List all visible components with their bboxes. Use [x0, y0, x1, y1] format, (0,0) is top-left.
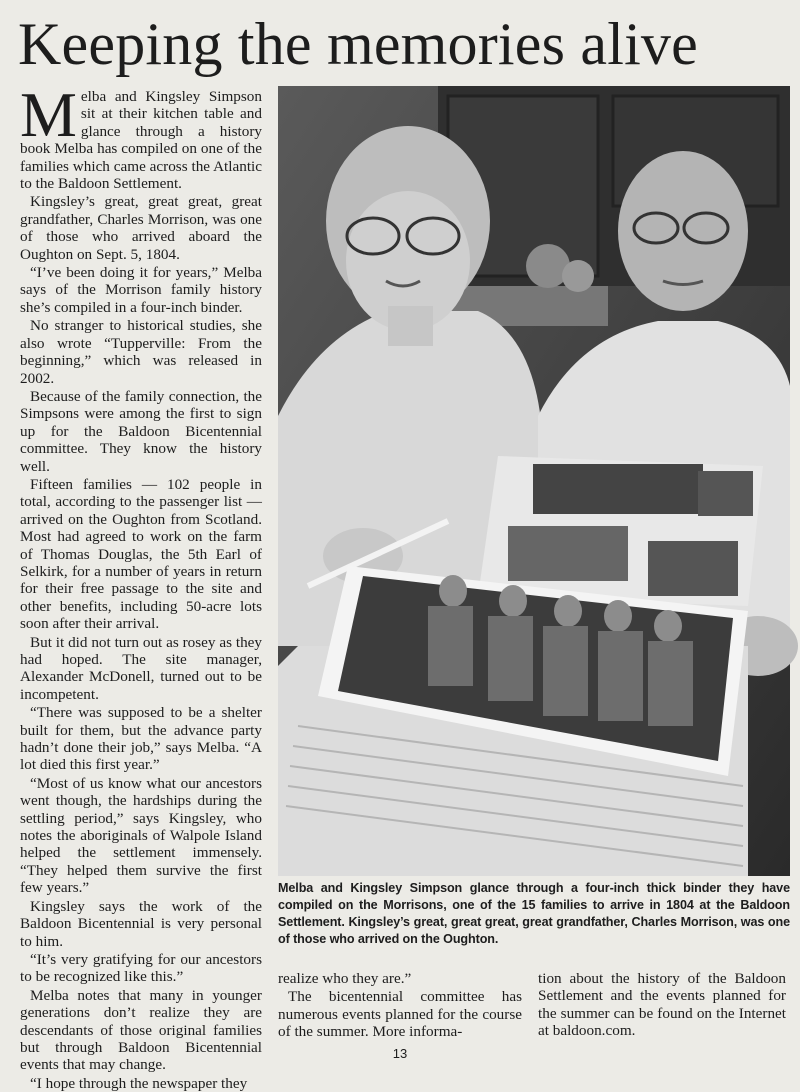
article-photo — [278, 86, 790, 876]
article-paragraph: “Most of us know what our ancestors went though, the hardships during the settling period,” says Kingsley, who notes the aboriginals of Walpole Island helped the settlement immensely. “They helped them survive the first few years.” — [20, 774, 262, 897]
article-paragraph: Melba and Kingsley Simpson sit at their kitchen table and glance through a history book Melba has compiled on one of the families which came across the Atlantic to the Baldoon Settlement. — [20, 79, 262, 193]
article-paragraph: tion about the history of the Baldoon Settlement and the events planned for the summer can be found on the Internet at baldoon.com. — [538, 970, 786, 1040]
drop-cap: M — [20, 79, 77, 150]
article-paragraph: Kingsley’s great, great great, great grandfather, Charles Morrison, was one of those who arrived aboard the Oughton on Sept. 5, 1804. — [20, 193, 262, 263]
article-column-right — [538, 970, 786, 1041]
article-paragraph: The bicentennial committee has numerous events planned for the course of the summer. More informa- — [278, 988, 522, 1041]
article-paragraph: “It’s very gratifying for our ancestors to be recognized like this.” — [20, 950, 262, 986]
article-paragraph: realize who they are.” — [278, 970, 412, 987]
page-number: 13 — [392, 1046, 408, 1061]
article-paragraph: “There was supposed to be a shelter built for them, but the advance party hadn’t done their job,” says Melba. “A lot died this first year.” — [20, 704, 262, 774]
article-column-middle — [278, 970, 522, 1042]
article-paragraph: Melba notes that many in younger generations don’t realize they are descendants of those original families but through Baldoon Bicentennial events that may change. — [20, 986, 262, 1074]
article-paragraph: “I hope through the newspaper they — [30, 1074, 248, 1092]
article-paragraph: Because of the family connection, the Simpsons were among the first to sign up for the Baldoon Bicentennial committee. They know the history well. — [20, 387, 262, 475]
photo-illustration — [278, 86, 790, 876]
article-paragraph: “I’ve been doing it for years,” Melba says of the Morrison family history she’s compiled in a four-inch binder. — [20, 264, 262, 316]
article-paragraph: Kingsley says the work of the Baldoon Bicentennial is very personal to him. — [20, 897, 262, 950]
headline: Keeping the memories alive — [18, 11, 698, 77]
article-paragraph: No stranger to historical studies, she also wrote “Tupperville: From the beginning,” which was released in 2002. — [20, 317, 262, 387]
article-paragraph: Fifteen families — 102 people in total, according to the passenger list — arrived on the Oughton from Scotland. Most had agreed to work on the farm of Thomas Douglas, the 5th Earl of Selkirk, for a number of years in return for their free passage to the site and other benefits, including 50-acre lots soon after their arrival. — [20, 475, 262, 633]
article-column-left — [20, 79, 262, 1092]
article-paragraph: But it did not turn out as rosey as they had hoped. The site manager, Alexander McDonell, turned out to be incompetent. — [20, 633, 262, 703]
photo-caption: Melba and Kingsley Simpson glance through a four-inch thick binder they have compiled on the Morrisons, one of the 15 families to arrive in 1804 at the Baldoon Settlement. Kingsley’s great, great great, great grandfather, Charles Morrison, was one of those who arrived on the Oughton. — [278, 881, 790, 946]
